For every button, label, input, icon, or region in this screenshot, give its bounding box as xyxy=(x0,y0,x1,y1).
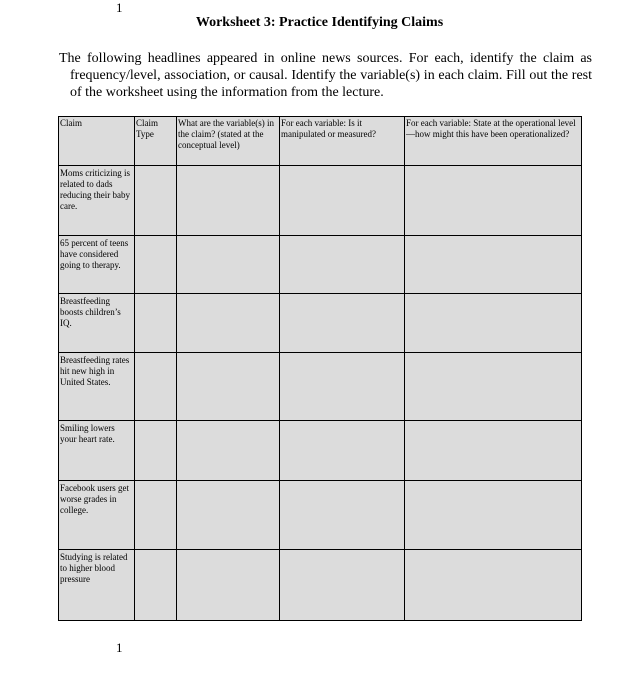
operational-cell[interactable] xyxy=(405,550,582,621)
variables-cell[interactable] xyxy=(177,353,280,421)
claim-cell xyxy=(59,353,135,421)
claim-text: 65 percent of teens have considered going to therapy. xyxy=(60,238,129,270)
claim-type-cell[interactable] xyxy=(135,421,177,481)
claim-cell xyxy=(59,236,135,294)
page-number-bottom: 1 xyxy=(116,640,123,655)
variables-cell[interactable] xyxy=(177,236,280,294)
table-row xyxy=(59,421,582,481)
claim-text: Studying is related to higher blood pressure xyxy=(60,552,128,584)
operational-cell[interactable] xyxy=(405,481,582,550)
variables-cell[interactable] xyxy=(177,481,280,550)
manipulated-measured-cell[interactable] xyxy=(280,421,405,481)
claim-type-cell[interactable] xyxy=(135,481,177,550)
instructions-paragraph: The following headlines appeared in online news sources. For each, identify the claim as frequency/level, association, or causal. Identify the variable(s) in each claim. Fill out the rest of the worksheet using the information from the lecture. xyxy=(59,51,592,100)
header-manipulated-measured: For each variable: Is it manipulated or measured? xyxy=(280,117,405,166)
table-header-row xyxy=(59,117,582,166)
operational-cell[interactable] xyxy=(405,294,582,353)
claim-text: Breastfeeding boosts children’s IQ. xyxy=(60,296,121,328)
variables-cell[interactable] xyxy=(177,294,280,353)
header-claim: Claim xyxy=(59,117,135,166)
claim-text: Breastfeeding rates hit new high in United States. xyxy=(60,355,130,387)
claim-type-cell[interactable] xyxy=(135,550,177,621)
variables-cell[interactable] xyxy=(177,550,280,621)
claim-type-cell[interactable] xyxy=(135,236,177,294)
table-row xyxy=(59,353,582,421)
header-claim-type: Claim Type xyxy=(135,117,177,166)
table-row xyxy=(59,166,582,236)
claim-type-cell[interactable] xyxy=(135,294,177,353)
page-number-top: 1 xyxy=(116,0,123,15)
claim-cell xyxy=(59,421,135,481)
claim-text: Smiling lowers your heart rate. xyxy=(60,423,115,444)
variables-cell[interactable] xyxy=(177,166,280,236)
manipulated-measured-cell[interactable] xyxy=(280,550,405,621)
worksheet-title: Worksheet 3: Practice Identifying Claims xyxy=(195,15,444,30)
manipulated-measured-cell[interactable] xyxy=(280,294,405,353)
claim-type-cell[interactable] xyxy=(135,166,177,236)
claim-text: Facebook users get worse grades in college. xyxy=(60,483,129,515)
manipulated-measured-cell[interactable] xyxy=(280,353,405,421)
manipulated-measured-cell[interactable] xyxy=(280,166,405,236)
operational-cell[interactable] xyxy=(405,166,582,236)
table-row xyxy=(59,294,582,353)
operational-cell[interactable] xyxy=(405,236,582,294)
claim-type-cell[interactable] xyxy=(135,353,177,421)
table-row xyxy=(59,236,582,294)
manipulated-measured-cell[interactable] xyxy=(280,236,405,294)
claim-text: Moms criticizing is related to dads reducing their baby care. xyxy=(60,168,130,211)
operational-cell[interactable] xyxy=(405,353,582,421)
variables-cell[interactable] xyxy=(177,421,280,481)
manipulated-measured-cell[interactable] xyxy=(280,481,405,550)
table-row xyxy=(59,550,582,621)
claim-cell xyxy=(59,166,135,236)
claim-cell xyxy=(59,481,135,550)
claim-cell xyxy=(59,294,135,353)
claim-cell xyxy=(59,550,135,621)
header-variables: What are the variable(s) in the claim? (stated at the conceptual level) xyxy=(177,117,280,166)
operational-cell[interactable] xyxy=(405,421,582,481)
claims-table xyxy=(58,116,582,621)
table-row xyxy=(59,481,582,550)
header-operational-level: For each variable: State at the operational level—how might this have been operationalized? xyxy=(405,117,582,166)
